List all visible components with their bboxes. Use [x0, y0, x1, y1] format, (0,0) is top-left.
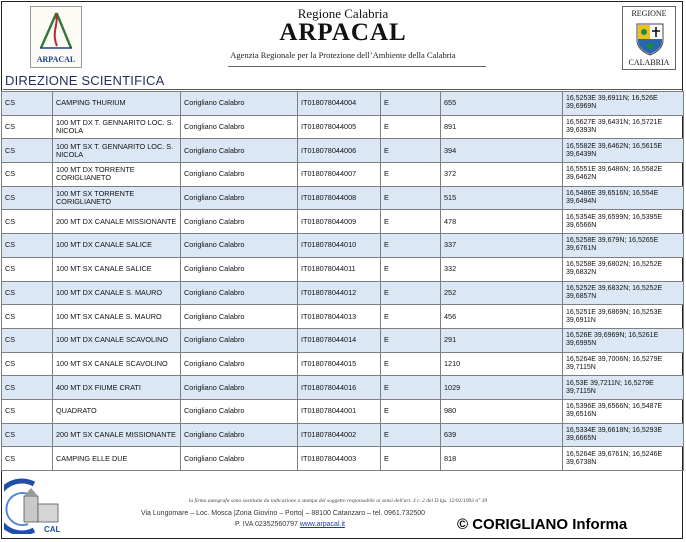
table-cell-prov: CS — [2, 234, 53, 258]
table-cell-comune: Corigliano Calabro — [181, 447, 298, 471]
table-cell-prov: CS — [2, 186, 53, 210]
table-cell-comune: Corigliano Calabro — [181, 163, 298, 187]
table-cell-cat: E — [381, 163, 441, 187]
table-cell-cat: E — [381, 186, 441, 210]
table-cell-coords: 16,5551E 39,6486N; 16,5582E 39,6462N — [563, 163, 684, 187]
table-cell-len: 1210 — [441, 352, 563, 376]
table-row — [2, 139, 684, 163]
table-cell-cat: E — [381, 115, 441, 139]
table-cell-cat: E — [381, 257, 441, 281]
table-cell-coords: 16,5486E 39,6516N; 16,554E 39,6494N — [563, 186, 684, 210]
table-row — [2, 352, 684, 376]
table-cell-code: IT018078044014 — [298, 328, 381, 352]
table-cell-prov: CS — [2, 352, 53, 376]
table-cell-prov: CS — [2, 423, 53, 447]
table-cell-comune: Corigliano Calabro — [181, 376, 298, 400]
table-cell-comune: Corigliano Calabro — [181, 281, 298, 305]
table-cell-site: 200 MT DX CANALE MISSIONANTE — [53, 210, 181, 234]
table-cell-comune: Corigliano Calabro — [181, 328, 298, 352]
table-cell-site: 100 MT DX T. GENNARITO LOC. S. NICOLA — [53, 115, 181, 139]
table-cell-cat: E — [381, 234, 441, 258]
table-cell-code: IT018078044011 — [298, 257, 381, 281]
table-cell-prov: CS — [2, 376, 53, 400]
table-cell-len: 478 — [441, 210, 563, 234]
table-cell-site: 100 MT SX TORRENTE CORIGLIANETO — [53, 186, 181, 210]
table-cell-cat: E — [381, 352, 441, 376]
table-cell-len: 655 — [441, 92, 563, 116]
table-cell-prov: CS — [2, 163, 53, 187]
table-cell-code: IT018078044004 — [298, 92, 381, 116]
table-cell-site: 100 MT SX CANALE S. MAURO — [53, 305, 181, 329]
table-cell-prov: CS — [2, 281, 53, 305]
table-cell-code: IT018078044005 — [298, 115, 381, 139]
table-cell-cat: E — [381, 423, 441, 447]
table-cell-cat: E — [381, 281, 441, 305]
table-row — [2, 115, 684, 139]
table-cell-prov: CS — [2, 399, 53, 423]
footer-legal-note: la firma autografa sono sostituite da indicazione a stampa del soggetto responsabile ai sensi dell'art. 3 c. 2 del D.lgs. 12/02/1993 n° 39 — [188, 498, 488, 504]
table-cell-coords: 16,5252E 39,6832N; 16,5252E 39,6857N — [563, 281, 684, 305]
table-cell-code: IT018078044012 — [298, 281, 381, 305]
table-cell-code: IT018078044016 — [298, 376, 381, 400]
table-cell-prov: CS — [2, 305, 53, 329]
table-cell-comune: Corigliano Calabro — [181, 234, 298, 258]
table-cell-coords: 16,526E 39,6969N; 16,5261E 39,6995N — [563, 328, 684, 352]
table-cell-len: 456 — [441, 305, 563, 329]
table-cell-comune: Corigliano Calabro — [181, 305, 298, 329]
section-divider — [3, 89, 682, 90]
table-cell-cat: E — [381, 328, 441, 352]
table-cell-prov: CS — [2, 210, 53, 234]
table-cell-site: CAMPING THURIUM — [53, 92, 181, 116]
table-cell-cat: E — [381, 399, 441, 423]
table-cell-cat: E — [381, 139, 441, 163]
table-row — [2, 447, 684, 471]
table-cell-code: IT018078044008 — [298, 186, 381, 210]
stations-table — [1, 91, 684, 471]
table-cell-code: IT018078044003 — [298, 447, 381, 471]
table-row — [2, 163, 684, 187]
table-cell-site: 100 MT SX CANALE SCAVOLINO — [53, 352, 181, 376]
section-title: DIREZIONE SCIENTIFICA — [5, 73, 165, 88]
agency-subtitle: Agenzia Regionale per la Protezione dell’Ambiente della Calabria — [230, 50, 456, 60]
footer-vat: P. IVA 02352560797 — [235, 521, 298, 528]
table-cell-len: 394 — [441, 139, 563, 163]
table-cell-coords: 16,53E 39,7211N; 16,5279E 39,7115N — [563, 376, 684, 400]
table-cell-prov: CS — [2, 257, 53, 281]
table-cell-code: IT018078044002 — [298, 423, 381, 447]
table-row — [2, 281, 684, 305]
table-cell-cat: E — [381, 447, 441, 471]
footer-arpacal-logo — [4, 478, 70, 539]
table-cell-site: 100 MT DX CANALE SALICE — [53, 234, 181, 258]
table-cell-code: IT018078044010 — [298, 234, 381, 258]
table-cell-site: CAMPING ELLE DUE — [53, 447, 181, 471]
table-cell-site: 200 MT SX CANALE MISSIONANTE — [53, 423, 181, 447]
regione-logo-bottom: CALABRIA — [628, 58, 670, 67]
table-row — [2, 210, 684, 234]
table-cell-comune: Corigliano Calabro — [181, 92, 298, 116]
footer-contact — [190, 521, 390, 528]
table-cell-comune: Corigliano Calabro — [181, 115, 298, 139]
table-cell-len: 891 — [441, 115, 563, 139]
table-cell-coords: 16,5251E 39,6869N; 16,5253E 39,6911N — [563, 305, 684, 329]
table-cell-coords: 16,5582E 39,6462N; 16,5615E 39,6439N — [563, 139, 684, 163]
table-cell-coords: 16,5627E 39,6431N; 16,5721E 39,6393N — [563, 115, 684, 139]
table-cell-len: 515 — [441, 186, 563, 210]
table-cell-cat: E — [381, 376, 441, 400]
table-cell-site: 100 MT SX T. GENNARITO LOC. S. NICOLA — [53, 139, 181, 163]
table-cell-comune: Corigliano Calabro — [181, 399, 298, 423]
table-cell-comune: Corigliano Calabro — [181, 352, 298, 376]
copyright-watermark: © CORIGLIANO Informa — [457, 516, 628, 533]
table-cell-coords: 16,5258E 39,6802N; 16,5252E 39,6832N — [563, 257, 684, 281]
table-cell-site: 100 MT DX TORRENTE CORIGLIANETO — [53, 163, 181, 187]
table-row — [2, 376, 684, 400]
table-cell-coords: 16,5258E 39,679N; 16,5265E 39,6761N — [563, 234, 684, 258]
table-cell-comune: Corigliano Calabro — [181, 257, 298, 281]
region-title: Regione Calabria — [297, 6, 389, 21]
regione-logo-top: REGIONE — [631, 9, 667, 18]
table-cell-len: 639 — [441, 423, 563, 447]
table-cell-coords: 16,5264E 39,6761N; 16,5246E 39,6738N — [563, 447, 684, 471]
table-cell-prov: CS — [2, 139, 53, 163]
table-cell-code: IT018078044007 — [298, 163, 381, 187]
table-cell-coords: 16,5396E 39,6566N; 16,5487E 39,6516N — [563, 399, 684, 423]
table-cell-prov: CS — [2, 328, 53, 352]
table-cell-len: 818 — [441, 447, 563, 471]
table-cell-comune: Corigliano Calabro — [181, 210, 298, 234]
table-cell-code: IT018078044015 — [298, 352, 381, 376]
table-cell-coords: 16,5354E 39,6599N; 16,5395E 39,6566N — [563, 210, 684, 234]
footer-building-logo-icon — [4, 478, 70, 534]
table-cell-site: 400 MT DX FIUME CRATI — [53, 376, 181, 400]
table-row — [2, 423, 684, 447]
table-cell-code: IT018078044009 — [298, 210, 381, 234]
footer-website-link[interactable]: www.arpacal.it — [299, 521, 345, 528]
table-cell-comune: Corigliano Calabro — [181, 139, 298, 163]
table-cell-len: 291 — [441, 328, 563, 352]
table-cell-cat: E — [381, 92, 441, 116]
table-cell-coords: 16,5334E 39,6618N; 16,5293E 39,6665N — [563, 423, 684, 447]
table-cell-cat: E — [381, 210, 441, 234]
table-cell-len: 332 — [441, 257, 563, 281]
arpacal-logo-label: ARPACAL — [36, 55, 76, 64]
table-cell-coords: 16,5253E 39,6911N; 16,526E 39,6969N — [563, 92, 684, 116]
table-cell-prov: CS — [2, 92, 53, 116]
footer-address: Via Lungomare – Loc. Mosca |Zona Giovino – Porto| – 88100 Catanzaro – tel. 0961.732500 — [140, 510, 426, 517]
table-cell-site: 100 MT DX CANALE S. MAURO — [53, 281, 181, 305]
table-cell-site: 100 MT DX CANALE SCAVOLINO — [53, 328, 181, 352]
svg-text:CAL: CAL — [44, 525, 61, 534]
table-row — [2, 399, 684, 423]
table-row — [2, 92, 684, 116]
table-cell-site: 100 MT SX CANALE SALICE — [53, 257, 181, 281]
agency-name: ARPACAL — [279, 19, 407, 46]
table-cell-code: IT018078044006 — [298, 139, 381, 163]
table-row — [2, 305, 684, 329]
table-cell-site: QUADRATO — [53, 399, 181, 423]
table-cell-code: IT018078044001 — [298, 399, 381, 423]
table-cell-len: 980 — [441, 399, 563, 423]
table-cell-len: 372 — [441, 163, 563, 187]
table-row — [2, 186, 684, 210]
table-cell-comune: Corigliano Calabro — [181, 423, 298, 447]
table-row — [2, 234, 684, 258]
table-row — [2, 257, 684, 281]
header-divider — [228, 66, 486, 67]
table-cell-code: IT018078044013 — [298, 305, 381, 329]
table-cell-cat: E — [381, 305, 441, 329]
table-row — [2, 328, 684, 352]
table-cell-len: 1029 — [441, 376, 563, 400]
table-cell-prov: CS — [2, 115, 53, 139]
table-cell-comune: Corigliano Calabro — [181, 186, 298, 210]
table-cell-len: 337 — [441, 234, 563, 258]
table-cell-len: 252 — [441, 281, 563, 305]
table-cell-coords: 16,5264E 39,7006N; 16,5279E 39,7115N — [563, 352, 684, 376]
regione-calabria-logo — [622, 6, 676, 70]
table-cell-prov: CS — [2, 447, 53, 471]
calabria-shield-icon — [635, 22, 665, 56]
